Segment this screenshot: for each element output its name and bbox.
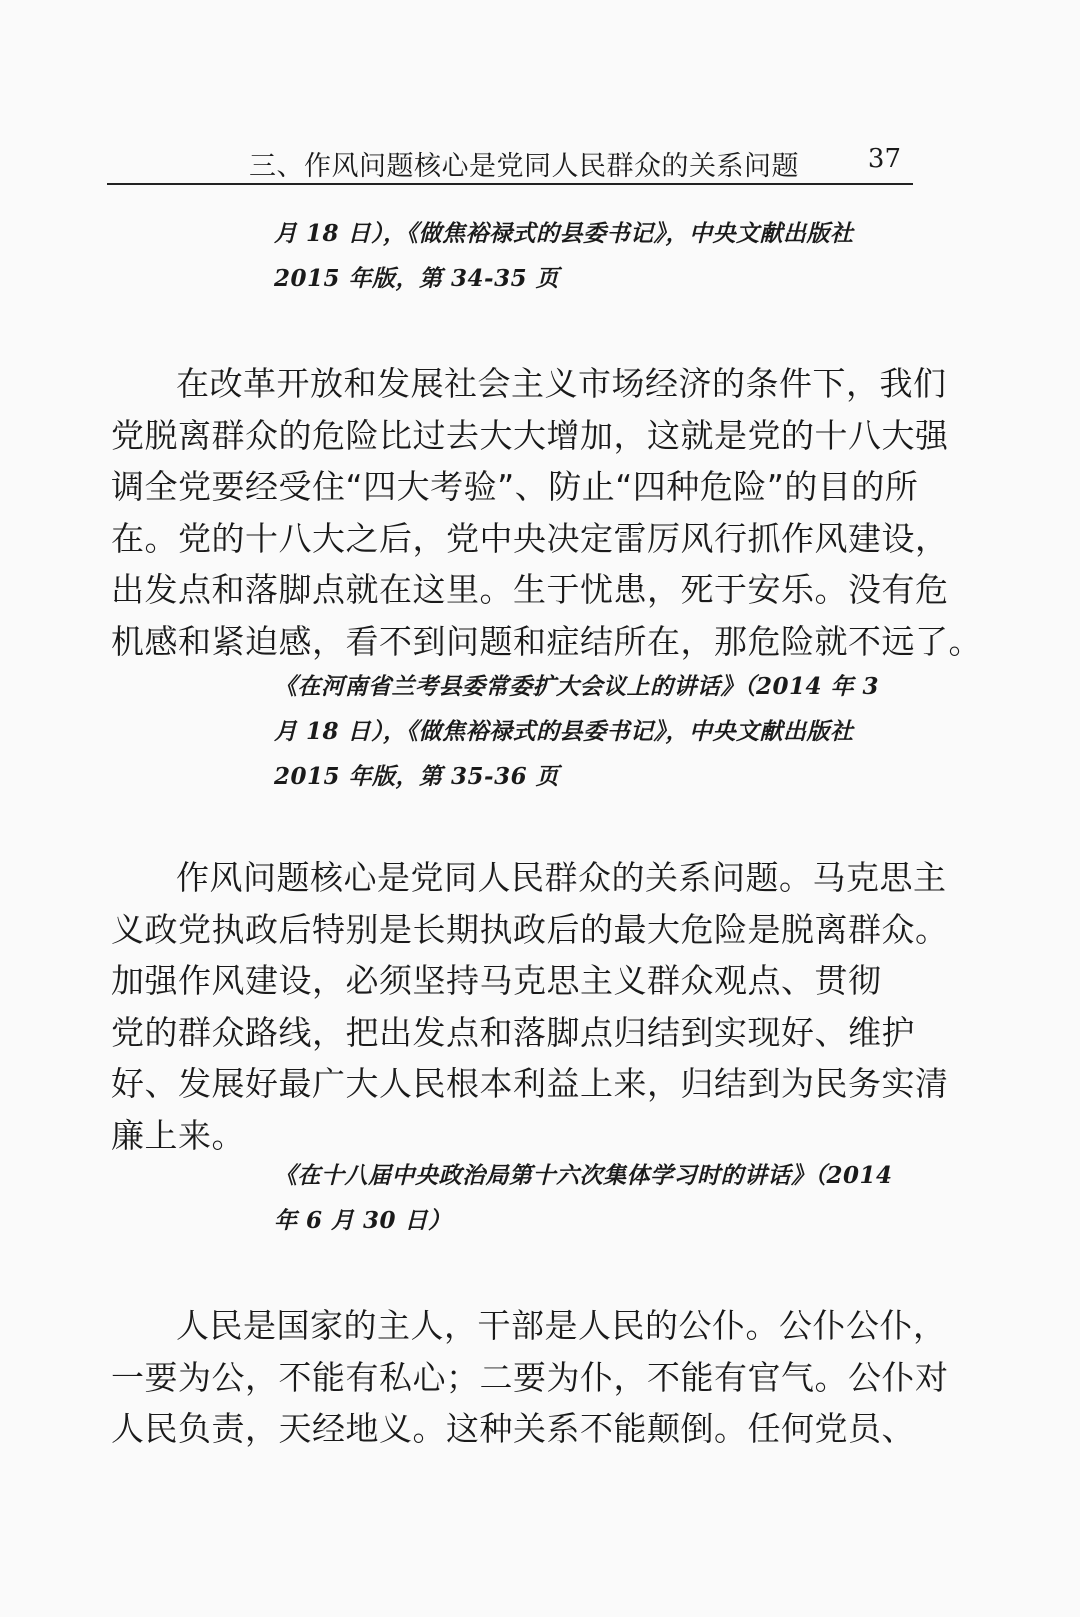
citation-1 <box>274 664 914 799</box>
paragraph-line: 加强作风建设，必须坚持马克思主义群众观点、贯彻 <box>111 961 882 1000</box>
citation-line: 月 18 日），《做焦裕禄式的县委书记》，中央文献出版社 <box>274 718 854 745</box>
paragraph-line: 党的群众路线，把出发点和落脚点归结到实现好、维护 <box>111 1012 915 1052</box>
citation-line: 2015 年版，第 35-36 页 <box>274 763 560 790</box>
paragraph-line: 作风问题核心是党同人民群众的关系问题。马克思主 <box>176 858 947 897</box>
citation-line: 月 18 日），《做焦裕禄式的县委书记》，中央文献出版社 <box>274 220 854 247</box>
running-header <box>107 138 913 185</box>
page-number: 37 <box>867 144 901 174</box>
paragraph-line: 在。党的十八大之后，党中央决定雷厉风行抓作风建设， <box>111 518 949 558</box>
running-header-title: 三、作风问题核心是党同人民群众的关系问题 <box>249 151 799 182</box>
paragraph-line: 好、发展好最广大人民根本利益上来，归结到为民务实清 <box>111 1064 949 1103</box>
citation-line: 《在十八届中央政治局第十六次集体学习时的讲话》（2014 <box>274 1162 893 1189</box>
paragraph-3 <box>111 1300 949 1455</box>
paragraph-2 <box>111 852 949 1161</box>
citation-line: 《在河南省兰考县委常委扩大会议上的讲话》（2014 年 3 <box>274 673 880 700</box>
paragraph-line: 廉上来。 <box>111 1115 245 1155</box>
paragraph-line: 调全党要经受住“四大考验”、防止“四种危险”的目的所 <box>111 467 919 506</box>
citation-top <box>274 211 914 301</box>
citation-2 <box>274 1153 914 1243</box>
paragraph-line: 机感和紧迫感，看不到问题和症结所在，那危险就不远了。 <box>111 621 982 661</box>
paragraph-line: 在改革开放和发展社会主义市场经济的条件下，我们 <box>176 364 947 403</box>
paragraph-line: 党脱离群众的危险比过去大大增加，这就是党的十八大强 <box>111 415 949 455</box>
paragraph-1 <box>111 358 982 667</box>
paragraph-line: 义政党执政后特别是长期执政后的最大危险是脱离群众。 <box>111 909 949 949</box>
citation-line: 年 6 月 30 日） <box>274 1207 452 1234</box>
paragraph-line: 一要为公，不能有私心；二要为仆，不能有官气。公仆对 <box>111 1357 949 1397</box>
citation-line: 2015 年版，第 34-35 页 <box>274 265 560 292</box>
paragraph-line: 出发点和落脚点就在这里。生于忧患，死于安乐。没有危 <box>111 570 949 609</box>
paragraph-line: 人民是国家的主人，干部是人民的公仆。公仆公仆， <box>176 1306 947 1345</box>
paragraph-line: 人民负责，天经地义。这种关系不能颠倒。任何党员、 <box>111 1409 915 1448</box>
